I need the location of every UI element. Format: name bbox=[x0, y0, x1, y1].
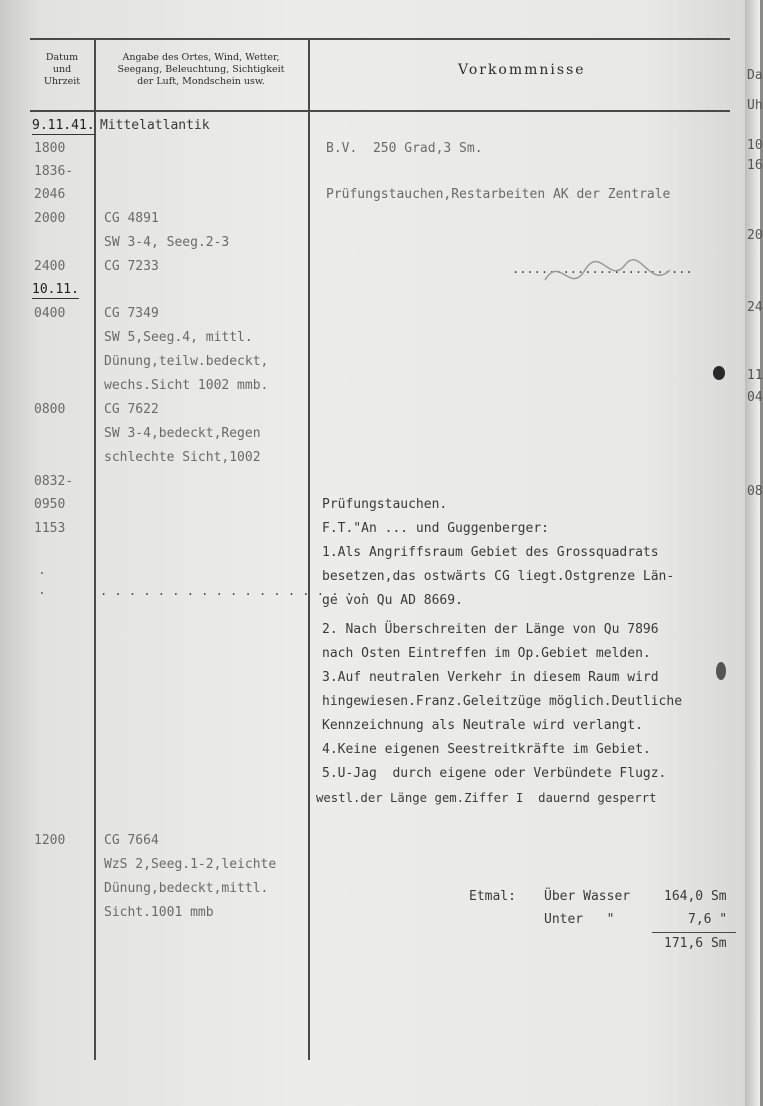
separator-dots-col2: . . . . . . . . . . . . . . . . . . . bbox=[100, 584, 368, 598]
event-ft-line3: ge von Qu AD 8669. bbox=[322, 593, 463, 608]
etmal-total: 171,6 Sm bbox=[664, 936, 727, 951]
time-2046: 2046 bbox=[34, 187, 66, 202]
time-0950: 0950 bbox=[34, 497, 66, 512]
edge-text-3: 10 bbox=[747, 138, 763, 153]
weather-0400-line3: wechs.Sicht 1002 mmb. bbox=[104, 378, 269, 393]
etmal-row1-value: 164,0 Sm bbox=[664, 889, 727, 904]
event-ft-line6: 3.Auf neutralen Verkehr in diesem Raum wird bbox=[322, 670, 659, 685]
column-divider-1 bbox=[94, 38, 96, 1060]
event-ft-line2: besetzen,das ostwärts CG liegt.Ostgrenze Län- bbox=[322, 569, 675, 584]
event-bv: B.V. 250 Grad,3 Sm. bbox=[326, 141, 483, 156]
time-1200: 1200 bbox=[34, 833, 66, 848]
header-col2-line3: der Luft, Mondschein usw. bbox=[137, 76, 265, 87]
event-ft-line1: 1.Als Angriffsraum Gebiet des Grossquadrats bbox=[322, 545, 659, 560]
event-ft-line7: hingewiesen.Franz.Geleitzüge möglich.Deutliche bbox=[322, 694, 683, 709]
edge-text-8: 08 bbox=[747, 484, 763, 499]
loc-cg-4891: CG 4891 bbox=[104, 211, 159, 226]
event-ft-line8: Kennzeichnung als Neutrale wird verlangt. bbox=[322, 718, 643, 733]
header-col2-line2: Seegang, Beleuchtung, Sichtigkeit bbox=[117, 64, 285, 75]
next-page-edge bbox=[745, 0, 763, 1106]
loc-cg-7349: CG 7349 bbox=[104, 306, 159, 321]
event-ft-header: F.T."An ... und Guggenberger: bbox=[322, 521, 549, 536]
header-col2-line1: Angabe des Ortes, Wind, Wetter, bbox=[122, 52, 280, 63]
weather-0800-line2: schlechte Sicht,1002 bbox=[104, 450, 261, 465]
dash-mark-2: . bbox=[38, 583, 46, 598]
top-rule bbox=[30, 38, 730, 40]
signature-dotted-line: ......................... bbox=[512, 262, 693, 276]
event-pruefungstauchen-2: Prüfungstauchen. bbox=[322, 497, 448, 512]
edge-text-1: Da bbox=[747, 68, 763, 83]
header-col1-line3: Uhrzeit bbox=[43, 76, 81, 87]
weather-2000: SW 3-4, Seeg.2-3 bbox=[104, 235, 230, 250]
edge-text-2: Uh bbox=[747, 98, 763, 113]
edge-text-9: 11 bbox=[747, 368, 763, 383]
time-1153: 1153 bbox=[34, 521, 66, 536]
weather-0800-line1: SW 3-4,bedeckt,Regen bbox=[104, 426, 261, 441]
time-0800: 0800 bbox=[34, 402, 66, 417]
etmal-row1-label: Über Wasser bbox=[544, 889, 631, 904]
time-2400: 2400 bbox=[34, 259, 66, 274]
time-1800: 1800 bbox=[34, 141, 66, 156]
weather-0400-line1: SW 5,Seeg.4, mittl. bbox=[104, 330, 253, 345]
date-10-11: 10.11. bbox=[32, 282, 79, 297]
loc-cg-7622: CG 7622 bbox=[104, 402, 159, 417]
place-mittelatlantik: Mittelatlantik bbox=[100, 118, 210, 133]
weather-1200-line3: Sicht.1001 mmb bbox=[104, 905, 214, 920]
header-events: Vorkommnisse bbox=[458, 62, 586, 78]
etmal-row2-value: 7,6 " bbox=[688, 912, 728, 927]
time-2000: 2000 bbox=[34, 211, 66, 226]
etmal-sum-rule bbox=[652, 932, 736, 933]
event-ft-line11: westl.der Länge gem.Ziffer I dauernd gesperrt bbox=[316, 791, 657, 805]
header-location-weather bbox=[96, 52, 306, 88]
time-1836: 1836- bbox=[34, 164, 74, 179]
weather-1200-line1: WzS 2,Seeg.1-2,leichte bbox=[104, 857, 277, 872]
weather-1200-line2: Dünung,bedeckt,mittl. bbox=[104, 881, 269, 896]
column-divider-2 bbox=[308, 38, 310, 1060]
faint-signature-scribble bbox=[540, 250, 680, 300]
weather-0400-line2: Dünung,teilw.bedeckt, bbox=[104, 354, 269, 369]
date-9-11-41: 9.11.41. bbox=[32, 118, 95, 133]
time-0400: 0400 bbox=[34, 306, 66, 321]
edge-text-6: 24 bbox=[747, 300, 763, 315]
event-ft-line5: nach Osten Eintreffen im Op.Gebiet melden. bbox=[322, 646, 651, 661]
event-pruefungstauchen-1: Prüfungstauchen,Restarbeiten AK der Zentrale bbox=[326, 187, 671, 202]
etmal-row2-label: Unter " bbox=[544, 912, 615, 927]
ink-blot-2 bbox=[716, 662, 726, 680]
loc-cg-7664: CG 7664 bbox=[104, 833, 159, 848]
dash-mark-1: . bbox=[38, 563, 46, 578]
etmal-label: Etmal: bbox=[469, 889, 516, 904]
edge-text-5: 20 bbox=[747, 228, 763, 243]
edge-text-4: 16 bbox=[747, 158, 763, 173]
loc-cg-7233: CG 7233 bbox=[104, 259, 159, 274]
ink-blot-1 bbox=[713, 366, 725, 380]
header-col1-line1: Datum bbox=[45, 52, 79, 63]
edge-text-7: 04 bbox=[747, 390, 763, 405]
header-bottom-rule bbox=[30, 110, 730, 112]
event-ft-line9: 4.Keine eigenen Seestreitkräfte im Gebiet. bbox=[322, 742, 651, 757]
event-ft-line4: 2. Nach Überschreiten der Länge von Qu 7896 bbox=[322, 622, 659, 637]
header-date-time bbox=[32, 52, 92, 88]
event-ft-line10: 5.U-Jag durch eigene oder Verbündete Flugz. bbox=[322, 766, 667, 781]
time-0832: 0832- bbox=[34, 474, 74, 489]
header-col1-line2: und bbox=[52, 64, 72, 75]
